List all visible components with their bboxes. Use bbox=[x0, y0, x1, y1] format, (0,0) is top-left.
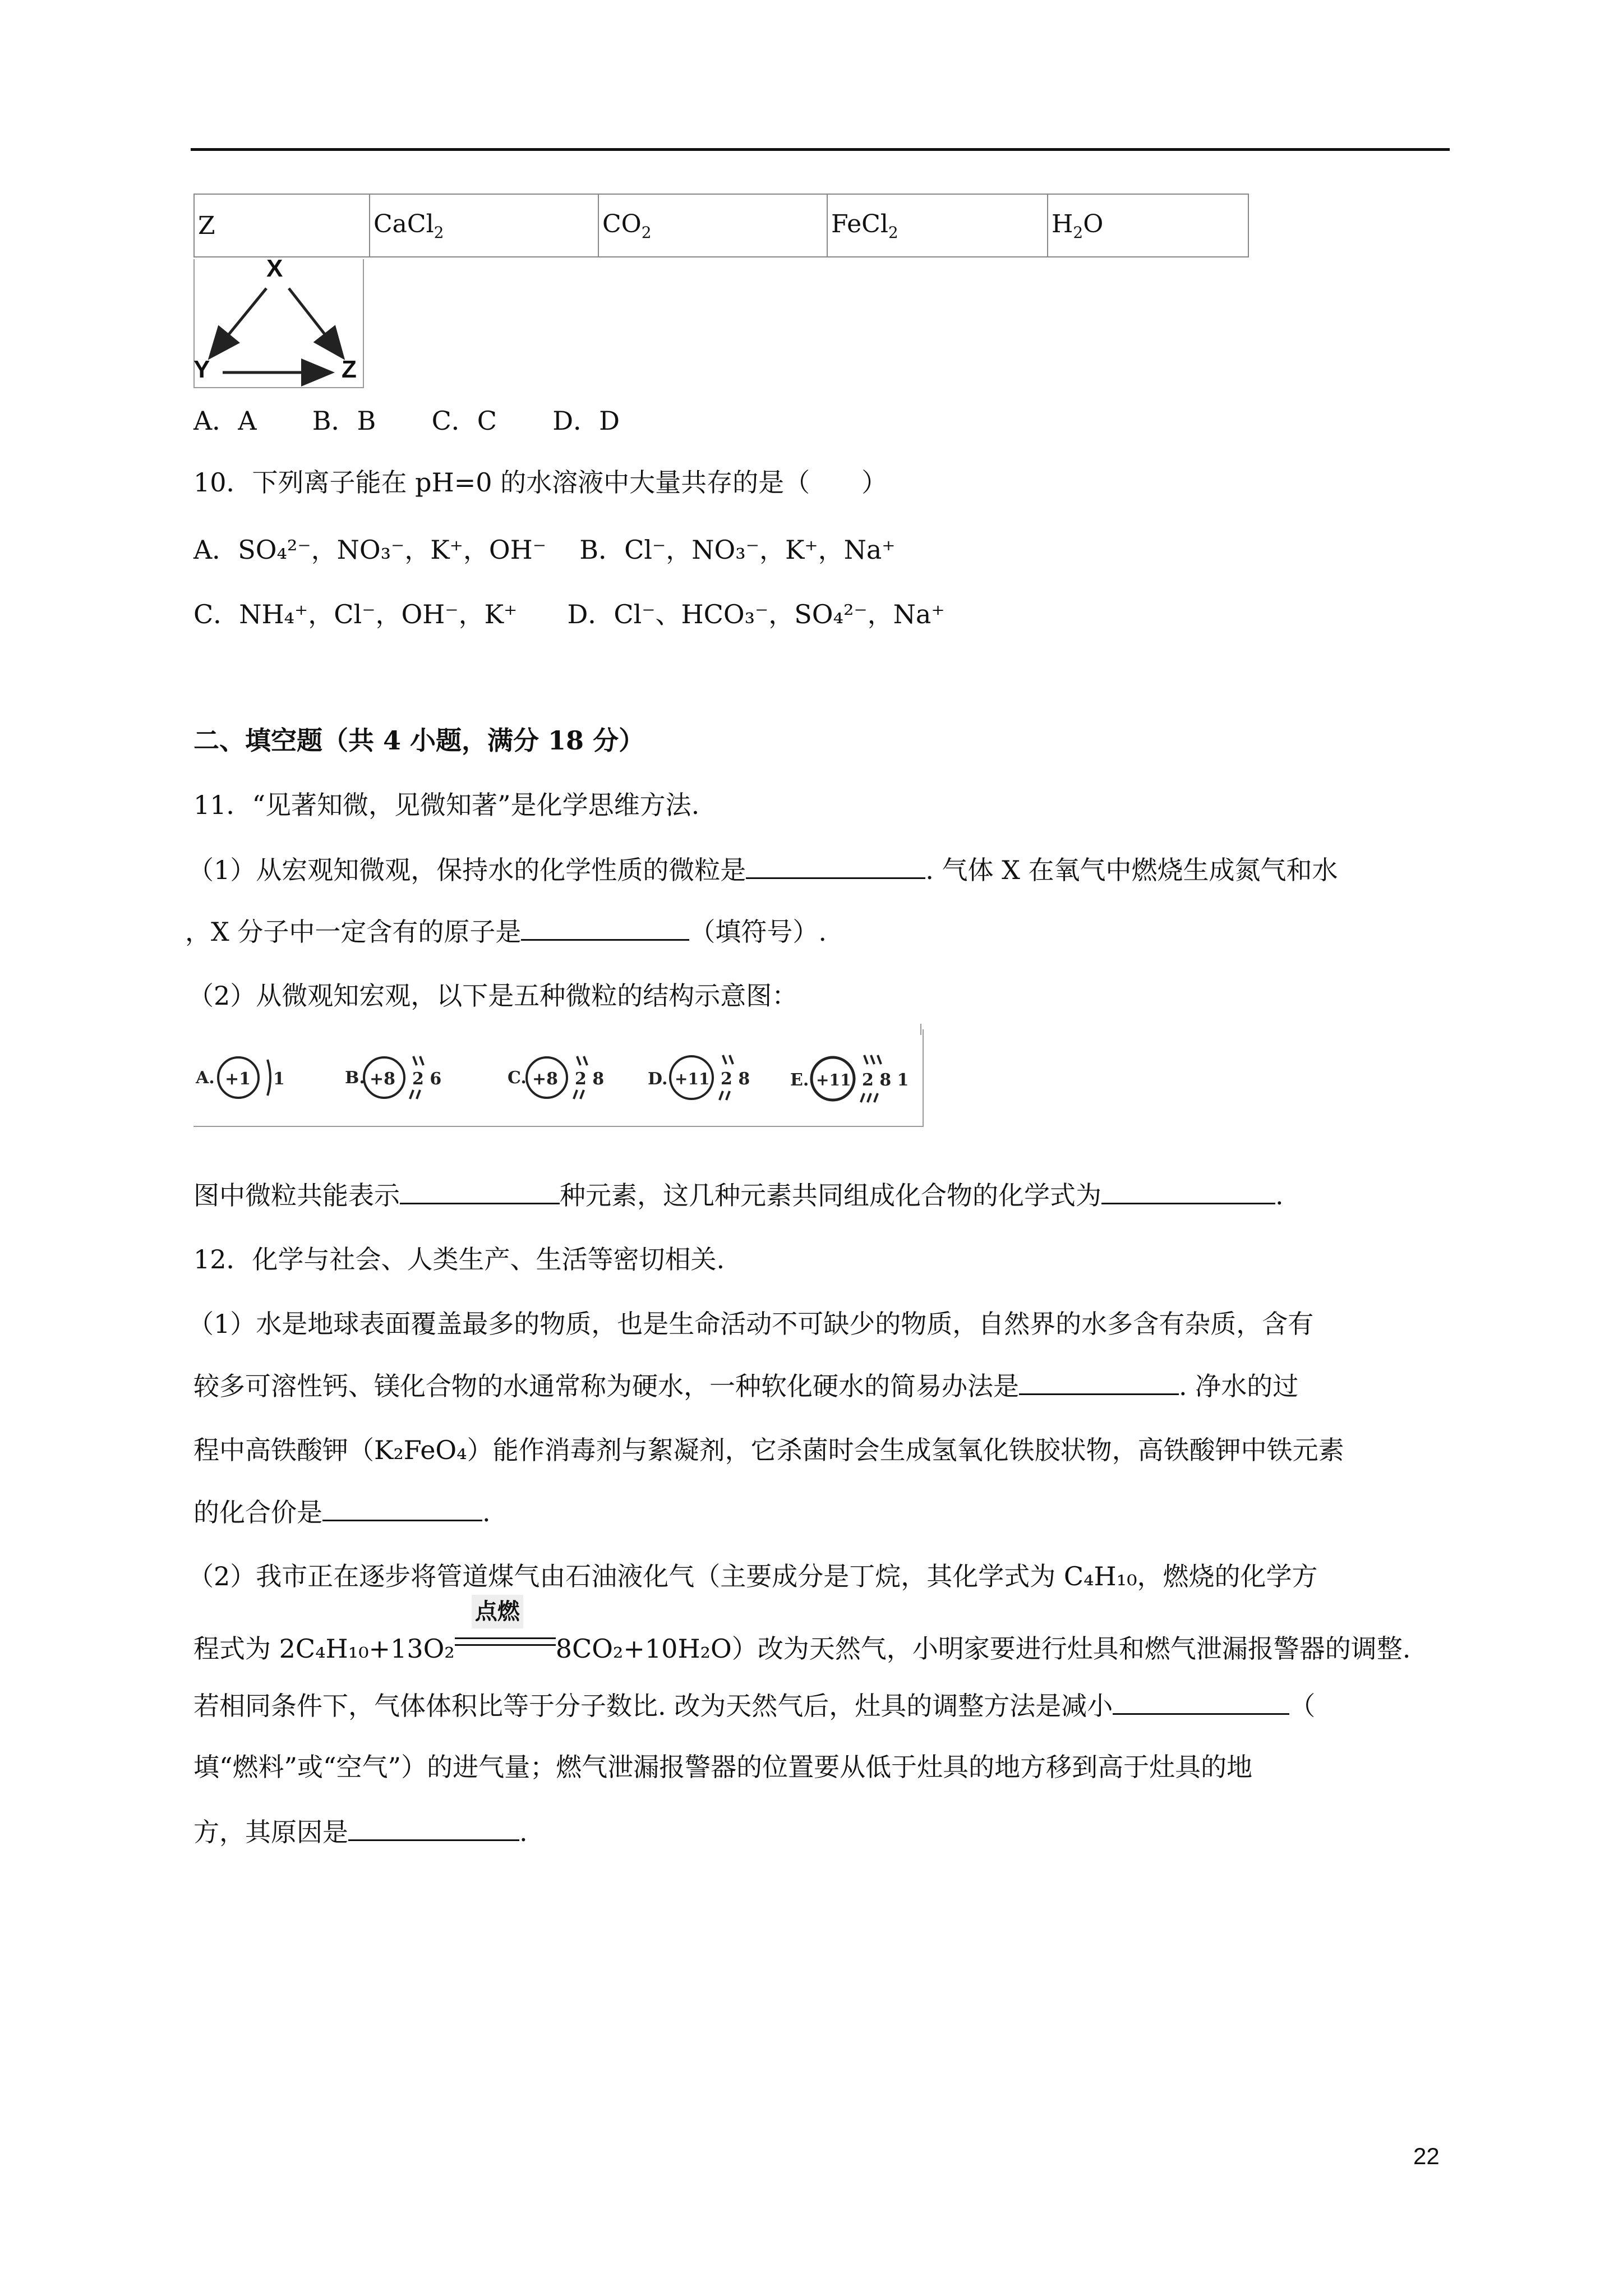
q11-part2-answer: 图中微粒共能表示 种元素，这几种元素共同组成化合物的化学式为 . bbox=[193, 1178, 1284, 1212]
section-heading: 二、填空题（共 4 小题，满分 18 分） bbox=[193, 725, 645, 756]
node-x: X bbox=[266, 255, 283, 282]
svg-text:E.: E. bbox=[790, 1070, 809, 1090]
svg-text:2 8 1: 2 8 1 bbox=[862, 1070, 909, 1090]
node-y: Y bbox=[193, 356, 210, 383]
table-row bbox=[194, 194, 1248, 257]
q11-stem: 11．“见著知微，见微知著”是化学思维方法. bbox=[193, 790, 700, 820]
answer-blank[interactable] bbox=[1113, 1688, 1289, 1715]
q11-part2: （2）从微观知宏观，以下是五种微粒的结构示意图： bbox=[188, 981, 798, 1011]
svg-text:+8: +8 bbox=[370, 1069, 396, 1089]
option-d: D．Cl⁻、HCO₃⁻，SO₄²⁻，Na⁺ bbox=[567, 599, 945, 629]
svg-text:2 6: 2 6 bbox=[412, 1069, 442, 1089]
q12-line1: （1）水是地球表面覆盖最多的物质，也是生命活动不可缺少的物质，自然界的水多含有杂质，含有 bbox=[188, 1309, 1314, 1339]
q11-part1-line1: （1）从宏观知微观，保持水的化学性质的微粒是 . 气体 X 在氧气中燃烧生成氮气和水 bbox=[188, 853, 1338, 887]
q12-line3: 程中高铁酸钾（K₂FeO₄）能作消毒剂与絮凝剂，它杀菌时会生成氢氧化铁胶状物，高铁酸钾中铁元素 bbox=[193, 1435, 1344, 1465]
substance-table bbox=[193, 194, 1249, 257]
q11-part1-line2: ，X 分子中一定含有的原子是 （填符号）. bbox=[185, 914, 827, 949]
svg-text:+11: +11 bbox=[675, 1070, 710, 1088]
answer-blank[interactable] bbox=[746, 853, 925, 879]
option-d: D．D bbox=[552, 406, 620, 436]
q9-options bbox=[193, 404, 620, 438]
answer-blank[interactable] bbox=[1019, 1369, 1179, 1395]
atom-label: A. bbox=[196, 1068, 215, 1088]
svg-text:+8: +8 bbox=[532, 1069, 559, 1089]
svg-text:1: 1 bbox=[273, 1069, 285, 1089]
q10-options-ab bbox=[193, 533, 896, 567]
q12-line2: 较多可溶性钙、镁化合物的水通常称为硬水，一种软化硬水的简易办法是 . 净水的过 bbox=[193, 1369, 1298, 1403]
svg-text:C.: C. bbox=[508, 1068, 527, 1088]
q12-line4: 的化合价是 . bbox=[193, 1495, 491, 1529]
svg-text:2 8: 2 8 bbox=[721, 1069, 750, 1089]
answer-blank[interactable] bbox=[348, 1815, 519, 1841]
answer-blank[interactable] bbox=[322, 1495, 482, 1521]
atom-structure-figure bbox=[193, 1029, 924, 1127]
q12-line5: （2）我市正在逐步将管道煤气由石油液化气（主要成分是丁烷，其化学式为 C₄H₁₀，燃烧的化学方 bbox=[188, 1561, 1318, 1591]
svg-text:2 8: 2 8 bbox=[575, 1069, 605, 1089]
table-cell: $CO_2$ bbox=[598, 194, 827, 257]
atom-diagrams bbox=[193, 1029, 923, 1126]
q12-line8: 填“燃料”或“空气”）的进气量；燃气泄漏报警器的位置要从低于灶具的地方移到高于灶具的地 bbox=[193, 1752, 1253, 1782]
option-c: C．C bbox=[431, 406, 497, 436]
q12-line7: 若相同条件下，气体体积比等于分子数比. 改为天然气后，灶具的调整方法是减小 （ bbox=[193, 1688, 1315, 1723]
svg-text:B.: B. bbox=[345, 1068, 365, 1088]
q10-options-cd bbox=[193, 597, 945, 631]
node-z: Z bbox=[342, 356, 357, 383]
answer-blank[interactable] bbox=[1101, 1178, 1275, 1204]
q12-line9: 方，其原因是 . bbox=[193, 1815, 528, 1849]
table-cell: Z bbox=[194, 194, 370, 257]
svg-text:D.: D. bbox=[648, 1069, 668, 1089]
q10-stem: 10．下列离子能在 pH=0 的水溶液中大量共存的是（ ） bbox=[193, 467, 888, 498]
q12-line6: 程式为 2C₄H₁₀+13O₂ 点燃 8CO₂+10H₂O）改为天然气，小明家要进行灶具和燃气泄漏报警器的调整. bbox=[193, 1624, 1410, 1665]
option-b: B．Cl⁻，NO₃⁻，K⁺，Na⁺ bbox=[579, 535, 896, 565]
svg-text:+1: +1 bbox=[225, 1069, 251, 1089]
svg-text:+11: +11 bbox=[816, 1071, 851, 1089]
reaction-condition: 点燃 bbox=[455, 1624, 556, 1658]
table-cell: FeCl$_2$ bbox=[827, 194, 1048, 257]
page-number: 22 bbox=[1413, 2143, 1440, 2169]
q12-stem: 12．化学与社会、人类生产、生活等密切相关. bbox=[193, 1244, 725, 1274]
table-cell: $H_2O$ bbox=[1048, 194, 1248, 257]
option-a: A．SO₄²⁻，NO₃⁻，K⁺，OH⁻ bbox=[193, 535, 547, 565]
option-c: C．NH₄⁺，Cl⁻，OH⁻，K⁺ bbox=[193, 599, 518, 629]
answer-blank[interactable] bbox=[521, 914, 689, 941]
header-rule bbox=[191, 148, 1450, 151]
table-cell: CaCl$_2$ bbox=[370, 194, 598, 257]
xyz-diagram bbox=[193, 255, 364, 388]
option-b: B．B bbox=[312, 406, 376, 436]
option-a: A．A bbox=[193, 406, 257, 436]
answer-blank[interactable] bbox=[400, 1178, 560, 1204]
